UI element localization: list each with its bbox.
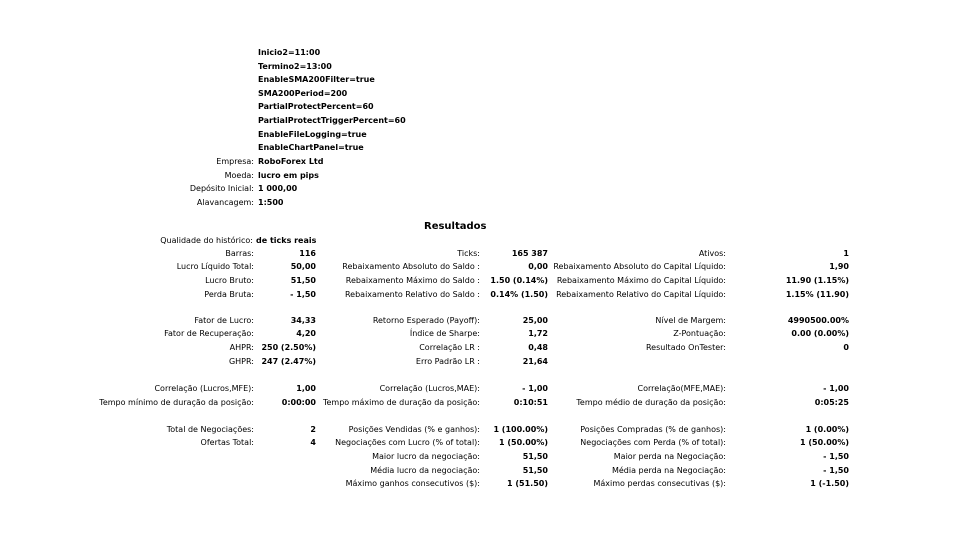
metric-label: Z-Pontuação: <box>673 329 726 338</box>
metric-label: Rebaixamento Relativo do Capital Líquido: <box>556 290 726 299</box>
metric-value: 0,48 <box>528 343 548 352</box>
metric-label: Rebaixamento Máximo do Saldo : <box>345 276 480 285</box>
info-label: Empresa: <box>216 157 254 166</box>
metric-value: 0.00 (0.00%) <box>791 329 849 338</box>
metric-value: - 1,00 <box>823 384 849 393</box>
metric-label: Lucro Bruto: <box>205 276 254 285</box>
metric-value: 1 (100.00%) <box>493 425 548 434</box>
metric-label: Máximo ganhos consecutivos ($): <box>345 479 480 488</box>
metric-label: Rebaixamento Máximo do Capital Líquido: <box>556 276 726 285</box>
metric-value: 0.14% (1.50) <box>490 290 548 299</box>
history-quality-label: Qualidade do histórico: <box>160 236 253 245</box>
metric-value: 2 <box>310 425 316 434</box>
metric-value: 1,90 <box>829 262 849 271</box>
parameter-line: PartialProtectTriggerPercent=60 <box>258 116 406 125</box>
metric-value: 1 (50.00%) <box>800 438 849 447</box>
metric-value: 1 (0.00%) <box>805 425 849 434</box>
metric-value: 1 <box>843 249 849 258</box>
metric-label: Perda Bruta: <box>204 290 254 299</box>
info-value: RoboForex Ltd <box>258 157 324 166</box>
metric-label: Lucro Líquido Total: <box>176 262 254 271</box>
metric-label: Posições Compradas (% de ganhos): <box>580 425 726 434</box>
parameter-line: PartialProtectPercent=60 <box>258 102 374 112</box>
metric-value: 4990500.00% <box>787 316 849 325</box>
info-label: Depósito Inicial: <box>189 184 254 194</box>
metric-value: 1 (-1.50) <box>810 479 849 488</box>
metric-label: Ticks: <box>457 249 480 258</box>
metric-label: Barras: <box>225 249 254 258</box>
info-label: Moeda: <box>224 170 254 180</box>
metric-value: 25,00 <box>522 316 548 325</box>
metric-value: 1.15% (11.90) <box>785 290 849 299</box>
info-value: 1 000,00 <box>258 184 298 194</box>
metric-label: Posições Vendidas (% e ganhos): <box>348 425 480 434</box>
metric-label: Ativos: <box>698 249 726 258</box>
metric-label: Fator de Lucro: <box>194 316 254 325</box>
metric-value: 0:05:25 <box>814 398 849 407</box>
metric-label: Nível de Margem: <box>655 316 726 325</box>
metric-label: Maior perda na Negociação: <box>613 452 726 461</box>
metric-label: Média lucro da negociação: <box>370 466 480 475</box>
metric-value: 34,33 <box>290 316 316 325</box>
metric-value: - 1,00 <box>522 384 548 393</box>
info-value: lucro em pips <box>258 170 319 180</box>
metric-value: 50,00 <box>290 262 316 271</box>
metric-label: Máximo perdas consecutivas ($): <box>593 479 726 488</box>
metric-label: Correlação (Lucros,MAE): <box>379 384 480 393</box>
metric-label: Correlação(MFE,MAE): <box>637 384 726 393</box>
metric-value: 21,64 <box>522 357 548 366</box>
metric-label: Fator de Recuperação: <box>164 329 254 338</box>
info-label: Alavancagem: <box>196 197 254 207</box>
metric-value: 1 (50.00%) <box>499 438 548 447</box>
metric-label: Tempo máximo de duração da posição: <box>322 398 480 407</box>
metric-label: Negociações com Lucro (% of total): <box>335 438 480 447</box>
metric-label: Tempo mínimo de duração da posição: <box>99 398 254 407</box>
metric-label: Tempo médio de duração da posição: <box>576 398 726 407</box>
history-quality-value: de ticks reais <box>256 236 317 245</box>
metric-label: Rebaixamento Relativo do Saldo : <box>344 290 480 299</box>
parameter-line: SMA200Period=200 <box>258 88 348 98</box>
metric-value: - 1,50 <box>823 452 849 461</box>
metric-value: 1,72 <box>528 329 548 338</box>
metric-label: AHPR: <box>229 343 254 352</box>
metric-value: 51,50 <box>290 276 316 285</box>
metric-value: 247 (2.47%) <box>261 357 316 366</box>
metric-label: Índice de Sharpe: <box>409 329 480 338</box>
metric-label: Total de Negociações: <box>166 425 254 434</box>
metric-label: Resultado OnTester: <box>645 343 726 352</box>
metric-value: - 1,50 <box>823 466 849 475</box>
metric-value: 51,50 <box>522 466 548 475</box>
metric-value: 165 387 <box>511 249 548 258</box>
metric-value: 4 <box>310 438 316 447</box>
metric-value: - 1,50 <box>290 290 316 299</box>
metric-value: 116 <box>299 249 316 258</box>
metric-value: 0:00:00 <box>281 398 316 407</box>
metric-label: Erro Padrão LR : <box>415 357 480 366</box>
metric-label: Negociações com Perda (% of total): <box>580 438 726 447</box>
metric-value: 1.50 (0.14%) <box>490 276 548 285</box>
metric-value: 250 (2.50%) <box>261 343 316 352</box>
metric-label: Média perda na Negociação: <box>611 466 726 475</box>
metric-value: 11.90 (1.15%) <box>785 276 849 285</box>
metric-label: Rebaixamento Absoluto do Capital Líquido: <box>553 262 726 271</box>
results-title: Resultados <box>424 221 487 232</box>
metric-label: Correlação (Lucros,MFE): <box>154 384 254 393</box>
metric-value: 4,20 <box>296 329 316 338</box>
metric-value: 0:10:51 <box>513 398 548 407</box>
metric-value: 0 <box>843 343 849 352</box>
metric-value: 1 (51.50) <box>507 479 548 488</box>
parameter-line: Inicio2=11:00 <box>258 48 321 57</box>
metric-label: GHPR: <box>228 357 254 366</box>
metric-value: 1,00 <box>296 384 316 393</box>
metric-value: 51,50 <box>522 452 548 461</box>
parameter-line: EnableSMA200Filter=true <box>258 75 375 85</box>
metric-value: 0,00 <box>528 262 548 271</box>
info-value: 1:500 <box>258 197 284 207</box>
metric-label: Ofertas Total: <box>200 438 254 447</box>
metric-label: Maior lucro da negociação: <box>372 452 480 461</box>
metric-label: Rebaixamento Absoluto do Saldo : <box>342 262 480 271</box>
parameter-line: EnableChartPanel=true <box>258 143 364 153</box>
metric-label: Correlação LR : <box>419 343 480 352</box>
parameter-line: EnableFileLogging=true <box>258 129 367 139</box>
parameter-line: Termino2=13:00 <box>258 61 332 71</box>
metric-label: Retorno Esperado (Payoff): <box>372 316 480 325</box>
